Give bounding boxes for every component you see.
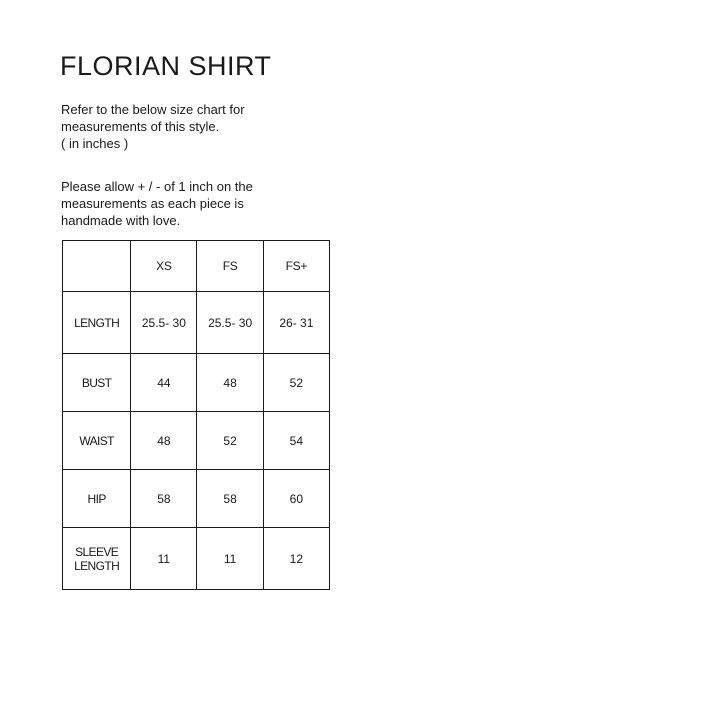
note-line: Please allow + / - of 1 inch on the: [61, 179, 253, 194]
row-label-length: LENGTH: [63, 292, 131, 354]
table-cell: 48: [197, 354, 263, 412]
table-row-hip: [63, 470, 330, 528]
table-row-sleeve-length: [63, 528, 330, 590]
table-row-bust: [63, 354, 330, 412]
row-label-waist: WAIST: [63, 412, 131, 470]
column-header-fs: FS: [197, 241, 263, 292]
table-row-length: [63, 292, 330, 354]
row-label-line: LENGTH: [74, 558, 120, 573]
table-cell: 44: [131, 354, 197, 412]
table-cell: 11: [131, 528, 197, 590]
row-label-bust: BUST: [63, 354, 131, 412]
table-cell: 52: [263, 354, 329, 412]
table-cell: 52: [197, 412, 263, 470]
column-header-xs: XS: [131, 241, 197, 292]
intro-line: ( in inches ): [61, 136, 129, 151]
intro-line: Refer to the below size chart for: [61, 102, 245, 117]
table-cell: 12: [263, 528, 329, 590]
note-line: handmade with love.: [61, 213, 181, 228]
table-header-row: [63, 241, 330, 292]
note-line: measurements as each piece is: [61, 196, 244, 211]
table-cell: 60: [263, 470, 329, 528]
table-cell: 54: [263, 412, 329, 470]
row-label-hip: HIP: [63, 470, 131, 528]
table-cell: 48: [131, 412, 197, 470]
column-header-fs-plus: FS+: [263, 241, 329, 292]
row-label-sleeve-length: [63, 528, 131, 590]
table-cell: 25.5- 30: [131, 292, 197, 354]
size-chart-intro: [61, 101, 311, 152]
corner-cell: [63, 241, 131, 292]
row-label-line: SLEEVE: [75, 544, 119, 559]
table-row-waist: [63, 412, 330, 470]
intro-line: measurements of this style.: [61, 119, 220, 134]
table-cell: 58: [131, 470, 197, 528]
measurement-tolerance-note: [61, 178, 321, 229]
table-cell: 11: [197, 528, 263, 590]
table-cell: 58: [197, 470, 263, 528]
table-cell: 26- 31: [263, 292, 329, 354]
table-cell: 25.5- 30: [197, 292, 263, 354]
page-title: FLORIAN SHIRT: [60, 51, 272, 81]
size-chart-table: [62, 240, 330, 590]
